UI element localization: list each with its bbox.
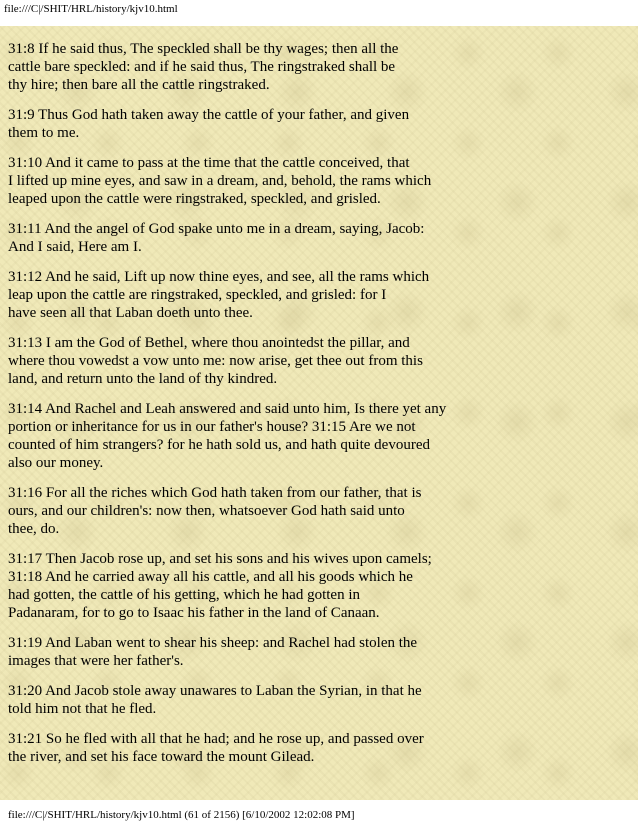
verse-31-16: 31:16 For all the riches which God hath taken from our father, that is ours, and our children's: now then, whatsoever God hath said unto thee, do.: [8, 485, 422, 537]
verse-31-21: 31:21 So he fled with all that he had; and he rose up, and passed over the river, and set his face toward the mount Gilead.: [8, 731, 424, 765]
footer-page-info: file:///C|/SHIT/HRL/history/kjv10.html (61 of 2156) [6/10/2002 12:02:08 PM]: [8, 809, 355, 821]
verse-31-8: 31:8 If he said thus, The speckled shall be thy wages; then all the cattle bare speckled: and if he said thus, The ringstraked shall be thy hire; then bare all the cattle ringstraked.: [8, 41, 399, 93]
verse-31-12: 31:12 And he said, Lift up now thine eyes, and see, all the rams which leap upon the cattle are ringstraked, speckled, and grisled: for I have seen all that Laban doeth unto thee.: [8, 269, 430, 321]
parchment-page: [0, 26, 638, 800]
verse-31-13: 31:13 I am the God of Bethel, where thou anointedst the pillar, and where thou vowedst a vow unto me: now arise, get thee out from this land, and return unto the land of thy kindred.: [8, 335, 423, 387]
verse-31-20: 31:20 And Jacob stole away unawares to Laban the Syrian, in that he told him not that he fled.: [8, 683, 422, 717]
header-file-path: file:///C|/SHIT/HRL/history/kjv10.html: [4, 3, 178, 15]
verse-31-19: 31:19 And Laban went to shear his sheep: and Rachel had stolen the images that were her father's.: [8, 635, 418, 669]
verse-31-9: 31:9 Thus God hath taken away the cattle of your father, and given them to me.: [8, 107, 410, 141]
verse-31-14: 31:14 And Rachel and Leah answered and said unto him, Is there yet any portion or inheritance for us in our father's house? 31:15 Are we not counted of him strangers? for he hath sold us, and hath quite devoured also our money.: [8, 401, 447, 471]
verse-list: [8, 40, 608, 778]
verse-31-17: 31:17 Then Jacob rose up, and set his sons and his wives upon camels; 31:18 And he carried away all his cattle, and all his goods which he had gotten, the cattle of his getting, which he had gotten in Padanaram, for to go to Isaac his father in the land of Canaan.: [8, 551, 432, 621]
verse-31-11: 31:11 And the angel of God spake unto me in a dream, saying, Jacob: And I said, Here am I.: [8, 221, 425, 255]
verse-31-10: 31:10 And it came to pass at the time that the cattle conceived, that I lifted up mine eyes, and saw in a dream, and, behold, the rams which leaped upon the cattle were ringstraked, speckled, and grisled.: [8, 155, 432, 207]
